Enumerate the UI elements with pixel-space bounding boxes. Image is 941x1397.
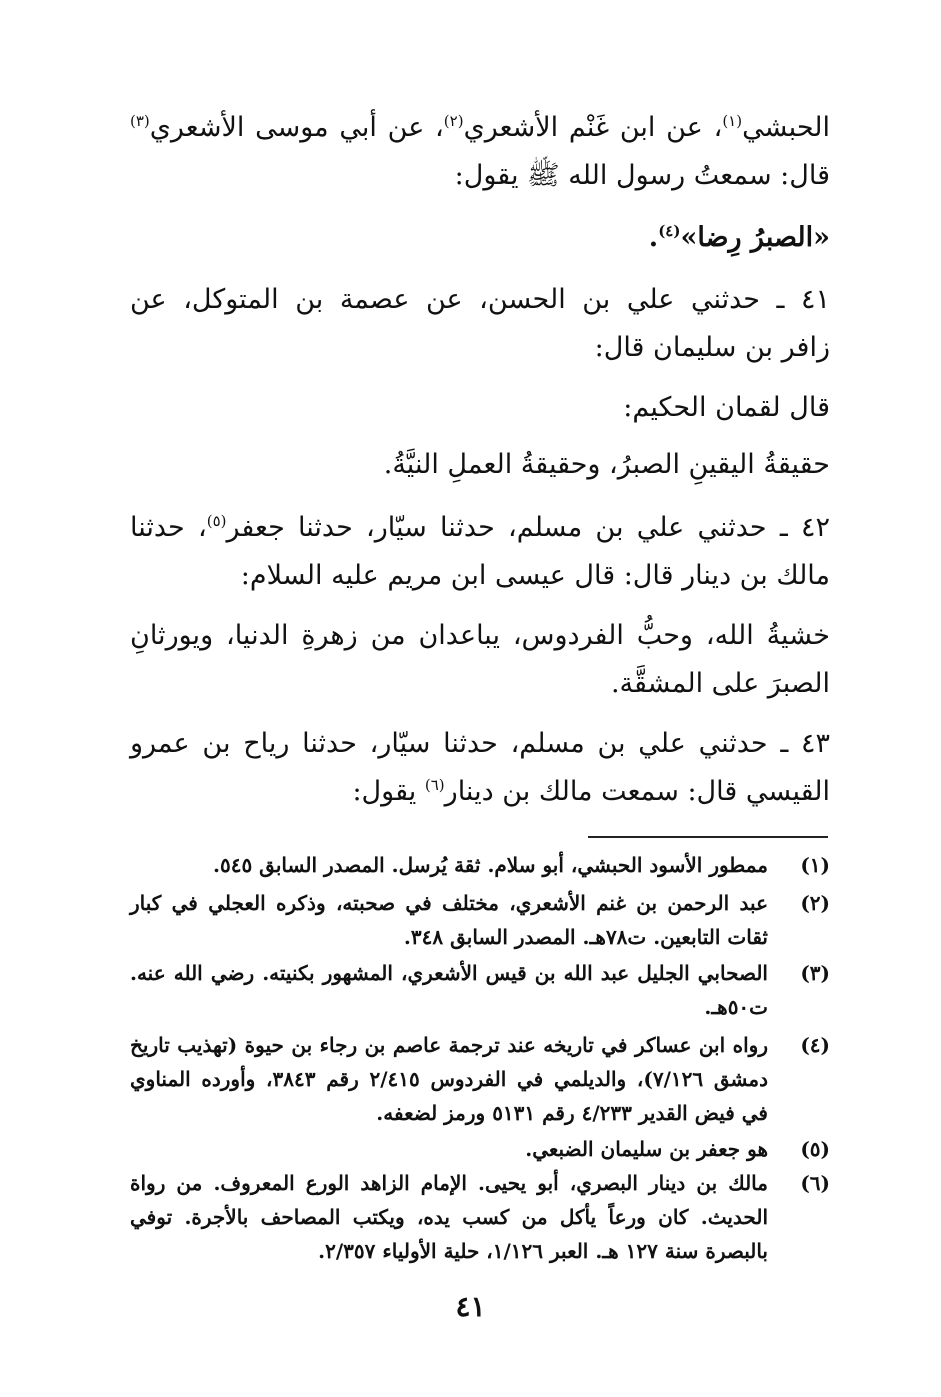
footnote-text: عبد الرحمن بن غنم الأشعري، مختلف في صحبته، وذكره العجلي في كبار xyxy=(130,891,768,915)
footnote-text: ثقات التابعين. ت٧٨هـ. المصدر السابق ٣٤٨. xyxy=(403,925,768,949)
footnote-number: (٣) xyxy=(800,961,830,985)
page-number: ٤١ xyxy=(455,1290,486,1323)
narration-43-line-1: ٤٣ ـ حدثني علي بن مسلم، حدثنا سيّار، حدثنا رياح بن عمرو xyxy=(130,728,830,759)
footnote-number: (٥) xyxy=(800,1137,830,1161)
footnote-text: ممطور الأسود الحبشي، أبو سلام. ثقة يُرسل. المصدر السابق ٥٤٥. xyxy=(213,853,768,877)
footnote-text: هو جعفر بن سليمان الضبعي. xyxy=(525,1137,768,1161)
text-segment: . xyxy=(648,222,659,253)
text-segment: الحبشي xyxy=(742,112,830,143)
text-segment: ، عن ابن غَنْم الأشعري xyxy=(463,112,723,143)
text-segment: ٤٢ ـ حدثني علي بن مسلم، حدثنا سيّار، حدثنا جعفر xyxy=(226,512,830,543)
footnote-ref-5[interactable]: (٥) xyxy=(206,512,227,530)
footnote-number: (٦) xyxy=(800,1171,830,1195)
narration-41-line-2: زافر بن سليمان قال: xyxy=(594,332,830,363)
narration-43-line-2 xyxy=(130,772,830,812)
footnote-text: رواه ابن عساكر في تاريخه عند ترجمة عاصم بن رجاء بن حيوة (تهذيب تاريخ xyxy=(130,1033,768,1057)
narration-41-line-1: ٤١ ـ حدثني علي بن الحسن، عن عصمة بن المتوكل، عن xyxy=(130,284,830,315)
text-segment: ، عن أبي موسى الأشعري xyxy=(149,112,444,143)
footnote-text: ت٥٠هـ. xyxy=(704,995,768,1019)
footnote-number: (٢) xyxy=(800,891,830,915)
footnote-text: في فيض القدير ٤/٢٣٣ رقم ٥١٣١ ورمز لضعفه. xyxy=(376,1101,768,1125)
narration-42-line-1 xyxy=(130,508,830,548)
text-segment: ، حدثنا xyxy=(130,512,207,543)
footnote-ref-2[interactable]: (٢) xyxy=(443,112,464,130)
text-line-2: قال: سمعتُ رسول الله ﷺ يقول: xyxy=(454,160,830,191)
text-segment: «الصبرُ رِضا» xyxy=(680,222,830,253)
footnote-ref-6[interactable]: (٦) xyxy=(424,776,445,794)
footnote-ref-1[interactable]: (١) xyxy=(722,112,743,130)
footnote-text: بالبصرة سنة ١٢٧ هـ. العبر ١/١٢٦، حلية الأولياء ٢/٣٥٧. xyxy=(318,1239,768,1263)
text-line-1 xyxy=(130,108,830,148)
saying-line-2a: خشيةُ الله، وحبُّ الفردوس، يباعدان من زهرةِ الدنيا، ويورثانِ xyxy=(130,620,830,651)
saying-line-2b: الصبرَ على المشقَّة. xyxy=(610,668,830,699)
hadith-quote xyxy=(130,218,830,258)
text-segment: يقول: xyxy=(352,776,425,807)
footnote-text: دمشق ٧/١٢٦)، والديلمي في الفردوس ٢/٤١٥ رقم ٣٨٤٣، وأورده المناوي xyxy=(130,1067,768,1091)
footnote-number: (١) xyxy=(800,853,830,877)
footnote-text: مالك بن دينار البصري، أبو يحيى. الإمام الزاهد الورع المعروف. من رواة xyxy=(130,1171,768,1195)
narration-42-line-2: مالك بن دينار قال: قال عيسى ابن مريم عليه السلام: xyxy=(240,560,830,591)
footnote-ref-4[interactable]: (٤) xyxy=(658,222,681,240)
footnote-text: الصحابي الجليل عبد الله بن قيس الأشعري، المشهور بكنيته. رضي الله عنه. xyxy=(130,961,768,985)
footnote-divider xyxy=(588,836,828,838)
text-line-luqman: قال لقمان الحكيم: xyxy=(623,392,830,423)
saying-line: حقيقةُ اليقينِ الصبرُ، وحقيقةُ العملِ النيَّةُ. xyxy=(383,449,830,480)
text-segment: القيسي قال: سمعت مالك بن دينار xyxy=(444,776,830,807)
footnote-number: (٤) xyxy=(800,1033,830,1057)
footnote-ref-3[interactable]: (٣) xyxy=(130,112,150,130)
footnote-text: الحديث. كان ورعاً يأكل من كسب يده، ويكتب المصاحف بالأجرة. توفي xyxy=(130,1205,768,1229)
